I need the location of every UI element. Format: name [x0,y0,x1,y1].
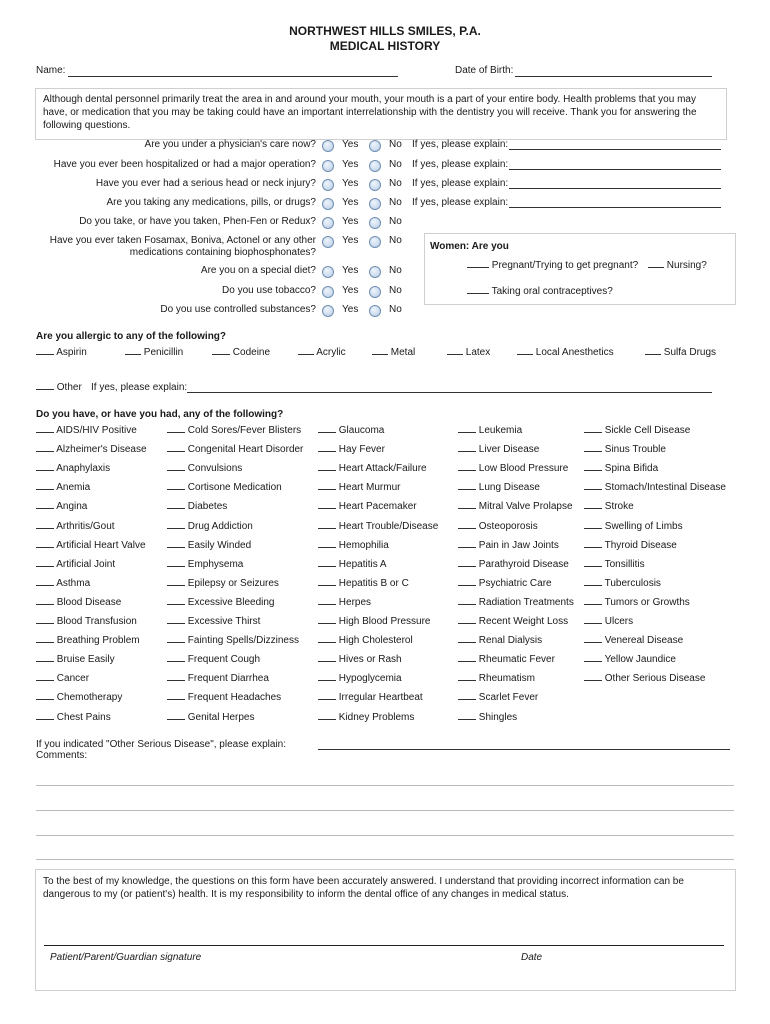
no-label: No [389,139,402,150]
allergy-item[interactable]: Sulfa Drugs [645,347,716,358]
allergies-title: Are you allergic to any of the following? [36,331,227,342]
condition-item[interactable]: Leukemia [458,425,522,436]
allergy-item[interactable]: Latex [447,347,490,358]
condition-item[interactable]: High Cholesterol [318,635,413,646]
condition-item[interactable]: Anemia [36,482,90,493]
allergy-item[interactable]: Local Anesthetics [517,347,614,358]
condition-item[interactable]: Artificial Joint [36,559,115,570]
yes-radio[interactable] [322,140,334,152]
no-label: No [389,304,402,315]
condition-item[interactable]: Herpes [318,597,371,608]
condition-item[interactable]: Excessive Thirst [167,616,260,627]
condition-item[interactable]: Hepatitis B or C [318,578,409,589]
no-radio[interactable] [369,236,381,248]
no-label: No [389,265,402,276]
condition-item[interactable]: Genital Herpes [167,712,254,723]
condition-item[interactable]: Stomach/Intestinal Disease [584,482,726,493]
yes-label: Yes [342,197,359,208]
question-text: Do you take, or have you taken, Phen-Fen or Redux? [79,216,316,227]
explain-field[interactable] [509,169,721,170]
no-radio[interactable] [369,217,381,229]
condition-item[interactable]: Frequent Diarrhea [167,673,269,684]
condition-item[interactable]: Hypoglycemia [318,673,402,684]
no-label: No [389,159,402,170]
yes-radio[interactable] [322,160,334,172]
condition-item[interactable]: Sickle Cell Disease [584,425,690,436]
signature-line[interactable] [44,945,724,946]
allergy-item[interactable]: Aspirin [36,347,87,358]
condition-item[interactable]: Ulcers [584,616,633,627]
condition-item[interactable]: Angina [36,501,87,512]
explain-label: If yes, please explain: [412,197,509,208]
form-subtitle: MEDICAL HISTORY [329,39,441,53]
yes-label: Yes [342,159,359,170]
comments-line-2[interactable] [36,810,734,811]
allergy-item[interactable]: Penicillin [125,347,183,358]
other-disease-field[interactable] [318,749,730,750]
condition-item[interactable]: Shingles [458,712,517,723]
condition-item[interactable]: Excessive Bleeding [167,597,275,608]
condition-item[interactable]: Hepatitis A [318,559,387,570]
name-field[interactable] [68,76,398,77]
condition-item[interactable]: Easily Winded [167,540,251,551]
explain-label: If yes, please explain: [412,159,509,170]
other-disease-label: If you indicated "Other Serious Disease", please explain: [36,739,287,750]
condition-item[interactable]: Asthma [36,578,90,589]
comments-label: Comments: [36,750,88,761]
condition-item[interactable]: Stroke [584,501,634,512]
yes-radio[interactable] [322,198,334,210]
attestation-text: To the best of my knowledge, the questions on this form have been accurately answered. I understand that providing incorrect information can be dangerous to my (or patient's) health. It is my responsibility to inform the dental office of any changes in medical status. [43,876,684,900]
condition-item[interactable]: Hemophilia [318,540,389,551]
question-text: Have you ever taken Fosamax, Boniva, Actonel or any other medications containing biophosphonates? [49,235,316,258]
condition-item[interactable]: Hay Fever [318,444,385,455]
condition-item[interactable]: Heart Attack/Failure [318,463,427,474]
condition-item[interactable]: Cold Sores/Fever Blisters [167,425,301,436]
no-radio[interactable] [369,198,381,210]
condition-item[interactable]: Heart Murmur [318,482,400,493]
condition-item[interactable]: Glaucoma [318,425,384,436]
condition-item[interactable]: Recent Weight Loss [458,616,568,627]
condition-item[interactable]: Chemotherapy [36,692,122,703]
condition-item[interactable]: Convulsions [167,463,242,474]
condition-item[interactable]: Swelling of Limbs [584,521,683,532]
condition-item[interactable]: Drug Addiction [167,521,253,532]
condition-item[interactable]: Arthritis/Gout [36,521,115,532]
yes-radio[interactable] [322,217,334,229]
no-radio[interactable] [369,179,381,191]
condition-item[interactable]: Diabetes [167,501,227,512]
no-radio[interactable] [369,160,381,172]
yes-label: Yes [342,216,359,227]
condition-item[interactable]: Frequent Headaches [167,692,281,703]
yes-label: Yes [342,235,359,246]
conditions-title: Do you have, or have you had, any of the following? [36,409,284,420]
explain-field[interactable] [509,188,721,189]
condition-item[interactable]: Blood Disease [36,597,121,608]
condition-item[interactable]: Psychiatric Care [458,578,552,589]
condition-item[interactable]: Heart Pacemaker [318,501,417,512]
condition-item[interactable]: Rheumatic Fever [458,654,555,665]
condition-item[interactable]: Artificial Heart Valve [36,540,146,551]
form-title: NORTHWEST HILLS SMILES, P.A. [289,24,481,38]
allergy-other-explain-label: If yes, please explain: [91,382,188,393]
condition-item[interactable]: Mitral Valve Prolapse [458,501,573,512]
condition-item[interactable]: Anaphylaxis [36,463,110,474]
condition-item[interactable]: Scarlet Fever [458,692,538,703]
condition-item[interactable]: Breathing Problem [36,635,140,646]
yes-radio[interactable] [322,236,334,248]
condition-item[interactable]: Lung Disease [458,482,540,493]
condition-item[interactable]: Rheumatism [458,673,535,684]
condition-item[interactable]: Tumors or Growths [584,597,690,608]
condition-item[interactable]: Congenital Heart Disorder [167,444,303,455]
condition-item[interactable]: Kidney Problems [318,712,414,723]
no-radio[interactable] [369,305,381,317]
condition-item[interactable]: Emphysema [167,559,243,570]
condition-item[interactable]: Thyroid Disease [584,540,677,551]
yes-label: Yes [342,139,359,150]
dob-label: Date of Birth: [455,65,514,76]
comments-line-3[interactable] [36,835,734,836]
condition-item[interactable]: Liver Disease [458,444,539,455]
yes-label: Yes [342,178,359,189]
no-label: No [389,216,402,227]
condition-item[interactable]: Parathyroid Disease [458,559,569,570]
explain-label: If yes, please explain: [412,139,509,150]
question-text: Do you use tobacco? [222,285,316,296]
women-title: Women: Are you [430,241,509,252]
comments-line-1[interactable] [36,785,734,786]
no-label: No [389,235,402,246]
condition-item[interactable]: Cortisone Medication [167,482,282,493]
condition-item[interactable]: Radiation Treatments [458,597,574,608]
yes-label: Yes [342,265,359,276]
explain-field[interactable] [509,207,721,208]
yes-radio[interactable] [322,266,334,278]
comments-line-4[interactable] [36,859,734,860]
nursing-item[interactable]: Nursing? [648,260,707,271]
condition-item[interactable]: Osteoporosis [458,521,538,532]
no-radio[interactable] [369,140,381,152]
condition-item[interactable]: AIDS/HIV Positive [36,425,137,436]
no-label: No [389,197,402,208]
allergy-item[interactable]: Codeine [212,347,270,358]
yes-radio[interactable] [322,286,334,298]
question-text: Are you on a special diet? [200,265,316,276]
question-text: Have you ever been hospitalized or had a major operation? [53,159,316,170]
question-text: Have you ever had a serious head or neck injury? [95,178,316,189]
condition-item[interactable]: Other Serious Disease [584,673,705,684]
condition-item[interactable]: Tuberculosis [584,578,661,589]
question-text: Are you under a physician's care now? [144,139,316,150]
condition-item[interactable]: Bruise Easily [36,654,115,665]
condition-item[interactable]: Blood Transfusion [36,616,137,627]
condition-item[interactable]: Pain in Jaw Joints [458,540,559,551]
allergy-other[interactable]: Other [36,382,82,393]
yes-radio[interactable] [322,305,334,317]
allergy-other-explain-field[interactable] [187,392,712,393]
yes-label: Yes [342,285,359,296]
condition-item[interactable]: Heart Trouble/Disease [318,521,438,532]
date-label: Date [521,952,543,963]
signature-label: Patient/Parent/Guardian signature [50,952,202,963]
dob-field[interactable] [515,76,712,77]
question-text: Are you taking any medications, pills, or drugs? [106,197,316,208]
question-text: Do you use controlled substances? [160,304,316,315]
condition-item[interactable]: Low Blood Pressure [458,463,568,474]
allergy-item[interactable]: Metal [372,347,415,358]
condition-item[interactable]: Epilepsy or Seizures [167,578,279,589]
condition-item[interactable]: Frequent Cough [167,654,260,665]
allergy-item[interactable]: Acrylic [298,347,346,358]
condition-item[interactable]: Fainting Spells/Dizziness [167,635,299,646]
no-label: No [389,285,402,296]
condition-item[interactable]: Venereal Disease [584,635,683,646]
yes-label: Yes [342,304,359,315]
condition-item[interactable]: Renal Dialysis [458,635,542,646]
condition-item[interactable]: Chest Pains [36,712,111,723]
condition-item[interactable]: High Blood Pressure [318,616,431,627]
condition-item[interactable]: Alzheimer's Disease [36,444,147,455]
no-label: No [389,178,402,189]
condition-item[interactable]: Sinus Trouble [584,444,666,455]
condition-item[interactable]: Spina Bifida [584,463,658,474]
pregnant-item[interactable]: Pregnant/Trying to get pregnant? [467,260,638,271]
name-label: Name: [36,65,66,76]
condition-item[interactable]: Yellow Jaundice [584,654,676,665]
no-radio[interactable] [369,286,381,298]
condition-item[interactable]: Hives or Rash [318,654,402,665]
no-radio[interactable] [369,266,381,278]
explain-field[interactable] [509,149,721,150]
condition-item[interactable]: Cancer [36,673,89,684]
explain-label: If yes, please explain: [412,178,509,189]
contraceptives-item[interactable]: Taking oral contraceptives? [467,286,613,297]
yes-radio[interactable] [322,179,334,191]
condition-item[interactable]: Irregular Heartbeat [318,692,423,703]
condition-item[interactable]: Tonsillitis [584,559,645,570]
intro-text: Although dental personnel primarily treat the area in and around your mouth, your mouth is a part of your entire body. Health problems that you may have, or medication that you may be taking could have an important interrelationship with the dentistry you will receive. Thank you for answering the following questions. [43,94,697,131]
